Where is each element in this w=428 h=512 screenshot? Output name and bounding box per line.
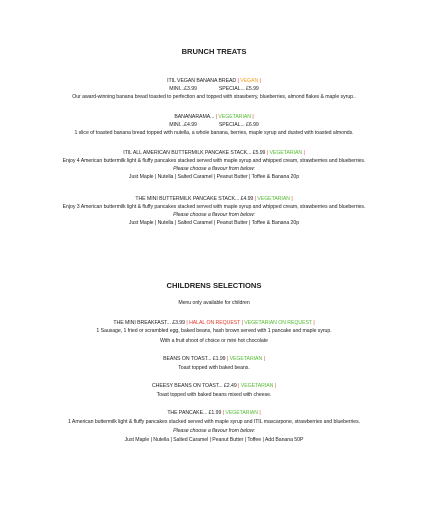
pancake-choose: Please choose a flavour from below: bbox=[173, 428, 255, 434]
item-name: ITIL ALL AMERICAN BUTTERMILK PANCAKE STACK... £5.99 bbox=[123, 150, 266, 156]
bananarama-desc: 1 slice of toasted banana bread topped with nutella, a whole banana, berries, maple syrup and dusted with toasted almonds. bbox=[74, 130, 354, 136]
beans-toast-desc: Toast topped with baked beans. bbox=[178, 365, 250, 371]
item-name: CHEESY BEANS ON TOAST... £2.49 bbox=[151, 383, 237, 389]
vegan-banana-prices bbox=[0, 86, 428, 93]
mini-breakfast-title: THE MINI BREAKFAST... £3.99 | HALAL ON REQUEST | VEGETARIAN ON REQUEST | bbox=[113, 320, 315, 326]
item-name: THE MINI BREAKFAST... £3.99 bbox=[113, 320, 185, 326]
mini-breakfast-desc-2: With a fruit shoot of choice or mini hot chocolate bbox=[160, 338, 268, 344]
mini-breakfast-desc: 1 Sausage, 1 fried or scrambled egg, baked beans, hash brown served with 1 pancake and maple syrup. bbox=[96, 328, 332, 334]
vegetarian-tag: VEGETARIAN bbox=[218, 114, 251, 120]
mini-buttermilk-desc: Enjoy 3 American buttermilk light & fluffy pancakes stacked served with maple syrup and whipped cream, strawberries and blueberries. bbox=[62, 204, 366, 210]
item-name: ITIL VEGAN BANANA BREAD bbox=[167, 78, 237, 84]
all-american-title: ITIL ALL AMERICAN BUTTERMILK PANCAKE STACK... £5.99 | VEGETARIAN | bbox=[123, 150, 305, 156]
item-name: BANANARAMA... bbox=[174, 114, 215, 120]
all-american-choose: Please choose a flavour from below: bbox=[173, 166, 255, 172]
cheesy-beans-title: CHEESY BEANS ON TOAST... £2.49 | VEGETARIAN | bbox=[151, 383, 277, 389]
item-name: BEANS ON TOAST... £1.99 bbox=[163, 356, 226, 362]
bananarama-prices bbox=[0, 122, 428, 129]
vegetarian-tag: VEGETARIAN bbox=[257, 196, 290, 202]
vegan-banana-title: ITIL VEGAN BANANA BREAD | VEGAN | bbox=[167, 78, 261, 84]
vegetarian-tag: VEGETARIAN bbox=[240, 383, 274, 389]
price-mini: MINI...£3.99 bbox=[169, 86, 197, 92]
vegetarian-tag: VEGETARIAN bbox=[225, 410, 258, 416]
children-heading: CHILDRENS SELECTIONS bbox=[166, 281, 262, 290]
halal-tag: HALAL ON REQUEST bbox=[189, 320, 241, 326]
pancake-title: THE PANCAKE... £1.99 | VEGETARIAN | bbox=[167, 410, 261, 416]
pancake-flavours: Just Maple | Nutella | Salted Caramel | Peanut Butter | Toffee | Add Banana 50P bbox=[124, 437, 304, 443]
all-american-flavours: Just Maple | Nutella | Salted Caramel | Peanut Butter | Toffee & Banana 20p bbox=[128, 174, 300, 180]
all-american-desc: Enjoy 4 American buttermilk light & fluffy pancakes stacked served with maple syrup and whipped cream, strawberries and blueberries. bbox=[62, 158, 366, 164]
price-special: SPECIAL... £5.99 bbox=[218, 86, 259, 92]
cheesy-beans-desc: Toast topped with baked beans mixed with cheese. bbox=[156, 392, 272, 398]
price-mini: MINI...£4.99 bbox=[169, 122, 197, 128]
bananarama-title: BANANARAMA... | VEGETARIAN | bbox=[174, 114, 254, 120]
mini-buttermilk-choose: Please choose a flavour from below: bbox=[173, 212, 255, 218]
item-name: THE PANCAKE... £1.99 bbox=[167, 410, 222, 416]
beans-toast-title: BEANS ON TOAST... £1.99 | VEGETARIAN | bbox=[163, 356, 265, 362]
vegetarian-tag: VEGETARIAN ON REQUEST bbox=[244, 320, 312, 326]
price-special: SPECIAL... £6.99 bbox=[218, 122, 259, 128]
vegan-tag: VEGAN bbox=[240, 78, 259, 84]
item-name: THE MINI BUTTERMILK PANCAKE STACK... £4.99 bbox=[135, 196, 254, 202]
vegetarian-tag: VEGETARIAN bbox=[229, 356, 263, 362]
children-note: Menu only available for children bbox=[178, 300, 250, 306]
mini-buttermilk-flavours: Just Maple | Nutella | Salted Caramel | Peanut Butter | Toffee & Banana 20p bbox=[128, 220, 300, 226]
brunch-heading: BRUNCH TREATS bbox=[181, 47, 247, 56]
mini-buttermilk-title: THE MINI BUTTERMILK PANCAKE STACK... £4.99 | VEGETARIAN | bbox=[135, 196, 293, 202]
vegetarian-tag: VEGETARIAN bbox=[269, 150, 303, 156]
vegan-banana-desc: Our award-winning banana bread toasted to perfection and topped with strawberry, blueberries, almond flakes & maple syrup.. bbox=[72, 94, 356, 100]
pancake-desc: 1 American buttermilk light & fluffy pancakes stacked served with maple syrup and ITIL mascarpone, strawberries and blueberries. bbox=[67, 419, 361, 425]
